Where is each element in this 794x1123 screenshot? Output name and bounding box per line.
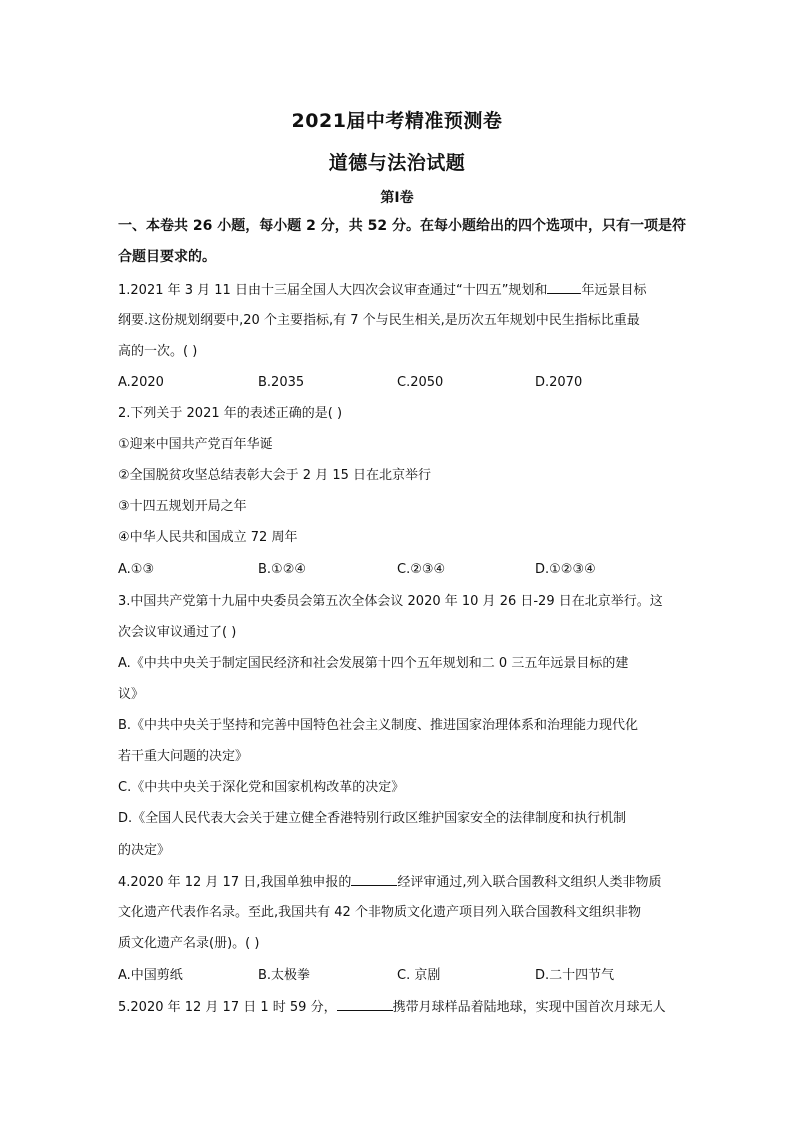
q2-item-2: ②全国脱贫攻坚总结表彰大会于 2 月 15 日在北京举行 <box>118 468 431 483</box>
q2-option-b: B.①②④ <box>258 562 307 577</box>
q4-option-c: C. 京剧 <box>397 968 441 983</box>
q5-text-b: 携带月球样品着陆地球，实现中国首次月球无人 <box>392 1000 666 1015</box>
q3-option-a-line-1: A.《中共中央关于制定国民经济和社会发展第十四个五年规划和二 0 三五年远景目标的建 <box>118 656 629 671</box>
q1-line-3: 高的一次。( ) <box>118 344 198 359</box>
q1-text-b: 年远景目标 <box>581 283 647 298</box>
q3-option-d-line-2: 的决定》 <box>118 843 171 858</box>
q4-text-b: 经评审通过,列入联合国教科文组织人类非物质 <box>397 875 662 890</box>
q3-option-b-line-1: B.《中共中央关于坚持和完善中国特色社会主义制度、推进国家治理体系和治理能力现代化 <box>118 718 639 733</box>
q3-line-2: 次会议审议通过了( ) <box>118 625 237 640</box>
q2-stem: 2.下列关于 2021 年的表述正确的是( ) <box>118 406 343 421</box>
q3-option-d-line-1: D.《全国人民代表大会关于建立健全香港特别行政区维护国家安全的法律制度和执行机制 <box>118 811 627 826</box>
q3-option-b-line-2: 若干重大问题的决定》 <box>118 749 249 764</box>
subject-title: 道德与法治试题 <box>328 152 466 174</box>
q1-option-a: A.2020 <box>118 375 164 390</box>
q1-option-d: D.2070 <box>535 375 583 390</box>
q5-answer-blank <box>337 998 393 1011</box>
q4-option-a: A.中国剪纸 <box>118 968 183 983</box>
q4-text-a: 4.2020 年 12 月 17 日,我国单独申报的 <box>118 875 352 890</box>
q2-option-c: C.②③④ <box>397 562 446 577</box>
q4-option-b: B.太极拳 <box>258 968 311 983</box>
q1-option-b: B.2035 <box>258 375 305 390</box>
q2-item-3: ③十四五规划开局之年 <box>118 499 247 514</box>
q1-line-2: 纲要.这份规划纲要中,20 个主要指标,有 7 个与民生相关,是历次五年规划中民生指标比重最 <box>118 313 640 328</box>
q2-item-1: ①迎来中国共产党百年华诞 <box>118 437 273 452</box>
q5-text-a: 5.2020 年 12 月 17 日 1 时 59 分， <box>118 1000 337 1015</box>
q4-line-3: 质文化遗产名录(册)。( ) <box>118 936 260 951</box>
q3-line-1: 3.中国共产党第十九届中央委员会第五次全体会议 2020 年 10 月 26 日-29 日在北京举行。这 <box>118 594 663 609</box>
q3-option-a-line-2: 议》 <box>118 687 145 702</box>
exam-title: 2021届中考精准预测卷 <box>291 110 503 132</box>
instructions-line-1: 一、本卷共 26 小题，每小题 2 分，共 52 分。在每小题给出的四个选项中，只有一项是符 <box>118 218 686 234</box>
q2-option-a: A.①③ <box>118 562 155 577</box>
q1-answer-blank <box>547 281 581 294</box>
q4-answer-blank <box>351 873 397 886</box>
q2-item-4: ④中华人民共和国成立 72 周年 <box>118 530 298 545</box>
q2-option-d: D.①②③④ <box>535 562 596 577</box>
q4-option-d: D.二十四节气 <box>535 968 615 983</box>
q4-line-1 <box>118 873 678 892</box>
q1-text-a: 1.2021 年 3 月 11 日由十三届全国人大四次会议审查通过“十四五”规划和 <box>118 283 548 298</box>
q5-line-1 <box>118 998 678 1017</box>
q3-option-c: C.《中共中央关于深化党和国家机构改革的决定》 <box>118 780 405 795</box>
q4-line-2: 文化遗产代表作名录。至此,我国共有 42 个非物质文化遗产项目列入联合国教科文组织非物 <box>118 905 641 920</box>
volume-label: 第Ⅰ卷 <box>380 190 414 206</box>
q1-option-c: C.2050 <box>397 375 444 390</box>
instructions-line-2: 合题目要求的。 <box>118 249 216 265</box>
q1-line-1 <box>118 281 678 300</box>
